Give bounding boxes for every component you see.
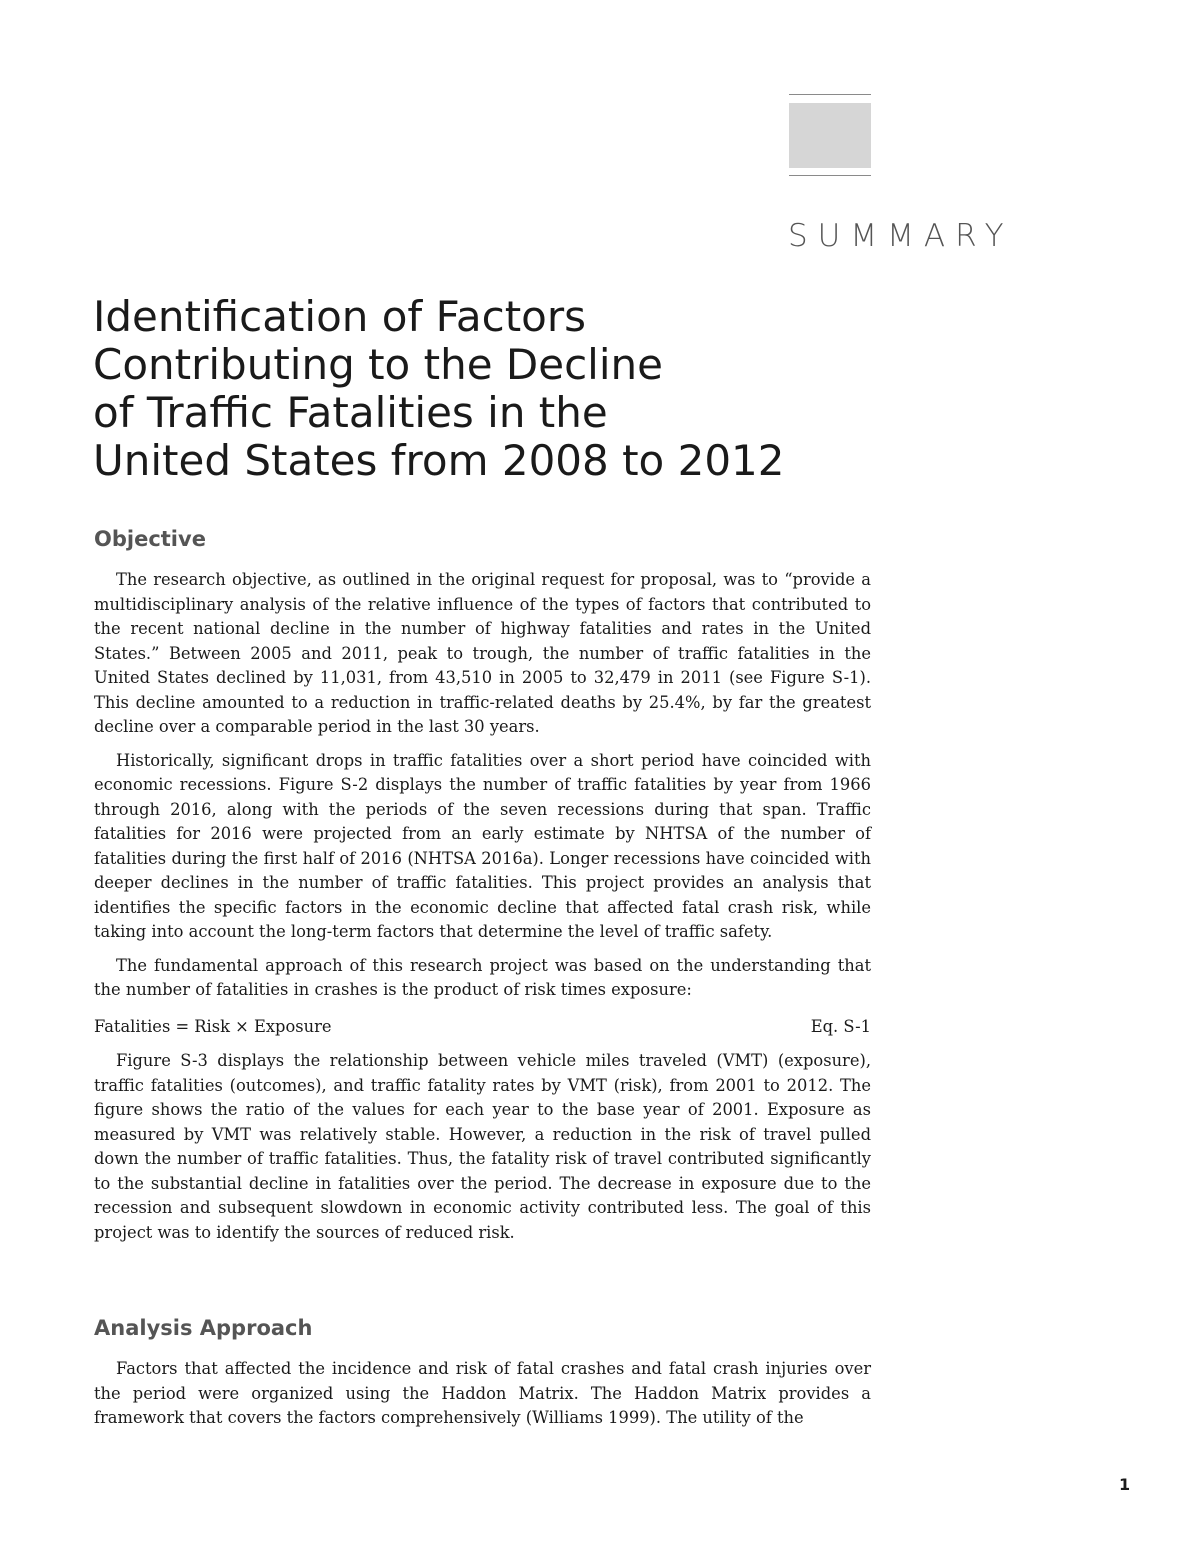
title-line: Identification of Factors [93,292,587,341]
analysis-approach-heading: Analysis Approach [94,1316,313,1340]
paragraph: Figure S-3 displays the relationship between vehicle miles traveled (VMT) (exposure), traffic fatalities (outcomes), and traffic fatality rates by VMT (risk), from 2001 to 2012. The figure shows the ratio of the values for each year to the base year of 2001. Exposure as measured by VMT was relatively stable. However, a reduction in the risk of travel pulled down the number of traffic fatalities. Thus, the fatality risk of travel contributed significantly to the substantial decline in fatalities over the period. The decrease in exposure due to the recession and subsequent slowdown in economic activity contributed less. The goal of this project was to identify the sources of reduced risk. [94,1051,871,1242]
paragraph: The fundamental approach of this research project was based on the understanding that the number of fatalities in crashes is the product of risk times exposure: [94,955,871,999]
paragraph: The research objective, as outlined in the original request for proposal, was to “provide a multidisciplinary analysis of the relative influence of the types of factors that contributed to the recent national decline in the number of highway fatalities and rates in the United States.” Between 2005 and 2011, peak to trough, the number of traffic fatalities in the United States declined by 11,031, from 43,510 in 2005 to 32,479 in 2011 (see Figure S-1). This decline amounted to a reduction in traffic-related deaths by 25.4%, by far the greatest decline over a comparable period in the last 30 years. [94,570,871,736]
title-line: United States from 2008 to 2012 [93,436,785,485]
equation-label: Eq. S-1 [810,1016,871,1036]
equation-text: Fatalities = Risk × Exposure [94,1016,332,1036]
objective-body [94,568,871,1254]
page-number: 1 [1119,1475,1131,1494]
tab-bottom-rule [789,175,871,176]
equation-s1 [94,1015,871,1040]
paragraph: Historically, significant drops in traffic fatalities over a short period have coincided with economic recessions. Figure S-2 displays the number of traffic fatalities by year from 1966 through 2016, along with the periods of the seven recessions during that span. Traffic fatalities for 2016 were projected from an early estimate by NHTSA of the number of fatalities during the first half of 2016 (NHTSA 2016a). Longer recessions have coincided with deeper declines in the number of traffic fatalities. This project provides an analysis that identifies the specific factors in the economic decline that affected fatal crash risk, while taking into account the long-term factors that determine the level of traffic safety. [94,750,871,941]
objective-heading: Objective [94,527,206,551]
paragraph: Factors that affected the incidence and risk of fatal crashes and fatal crash injuries over the period were organized using the Haddon Matrix. The Haddon Matrix provides a framework that covers the factors comprehensively (Williams 1999). The utility of the [94,1359,871,1427]
analysis-approach-body [94,1357,871,1440]
title-line: Contributing to the Decline [93,340,663,389]
title-line: of Traffic Fatalities in the [93,388,608,437]
summary-label: SUMMARY [788,218,1014,254]
page-title [93,293,893,485]
tab-top-rule [789,94,871,95]
summary-tab-marker [789,103,871,168]
